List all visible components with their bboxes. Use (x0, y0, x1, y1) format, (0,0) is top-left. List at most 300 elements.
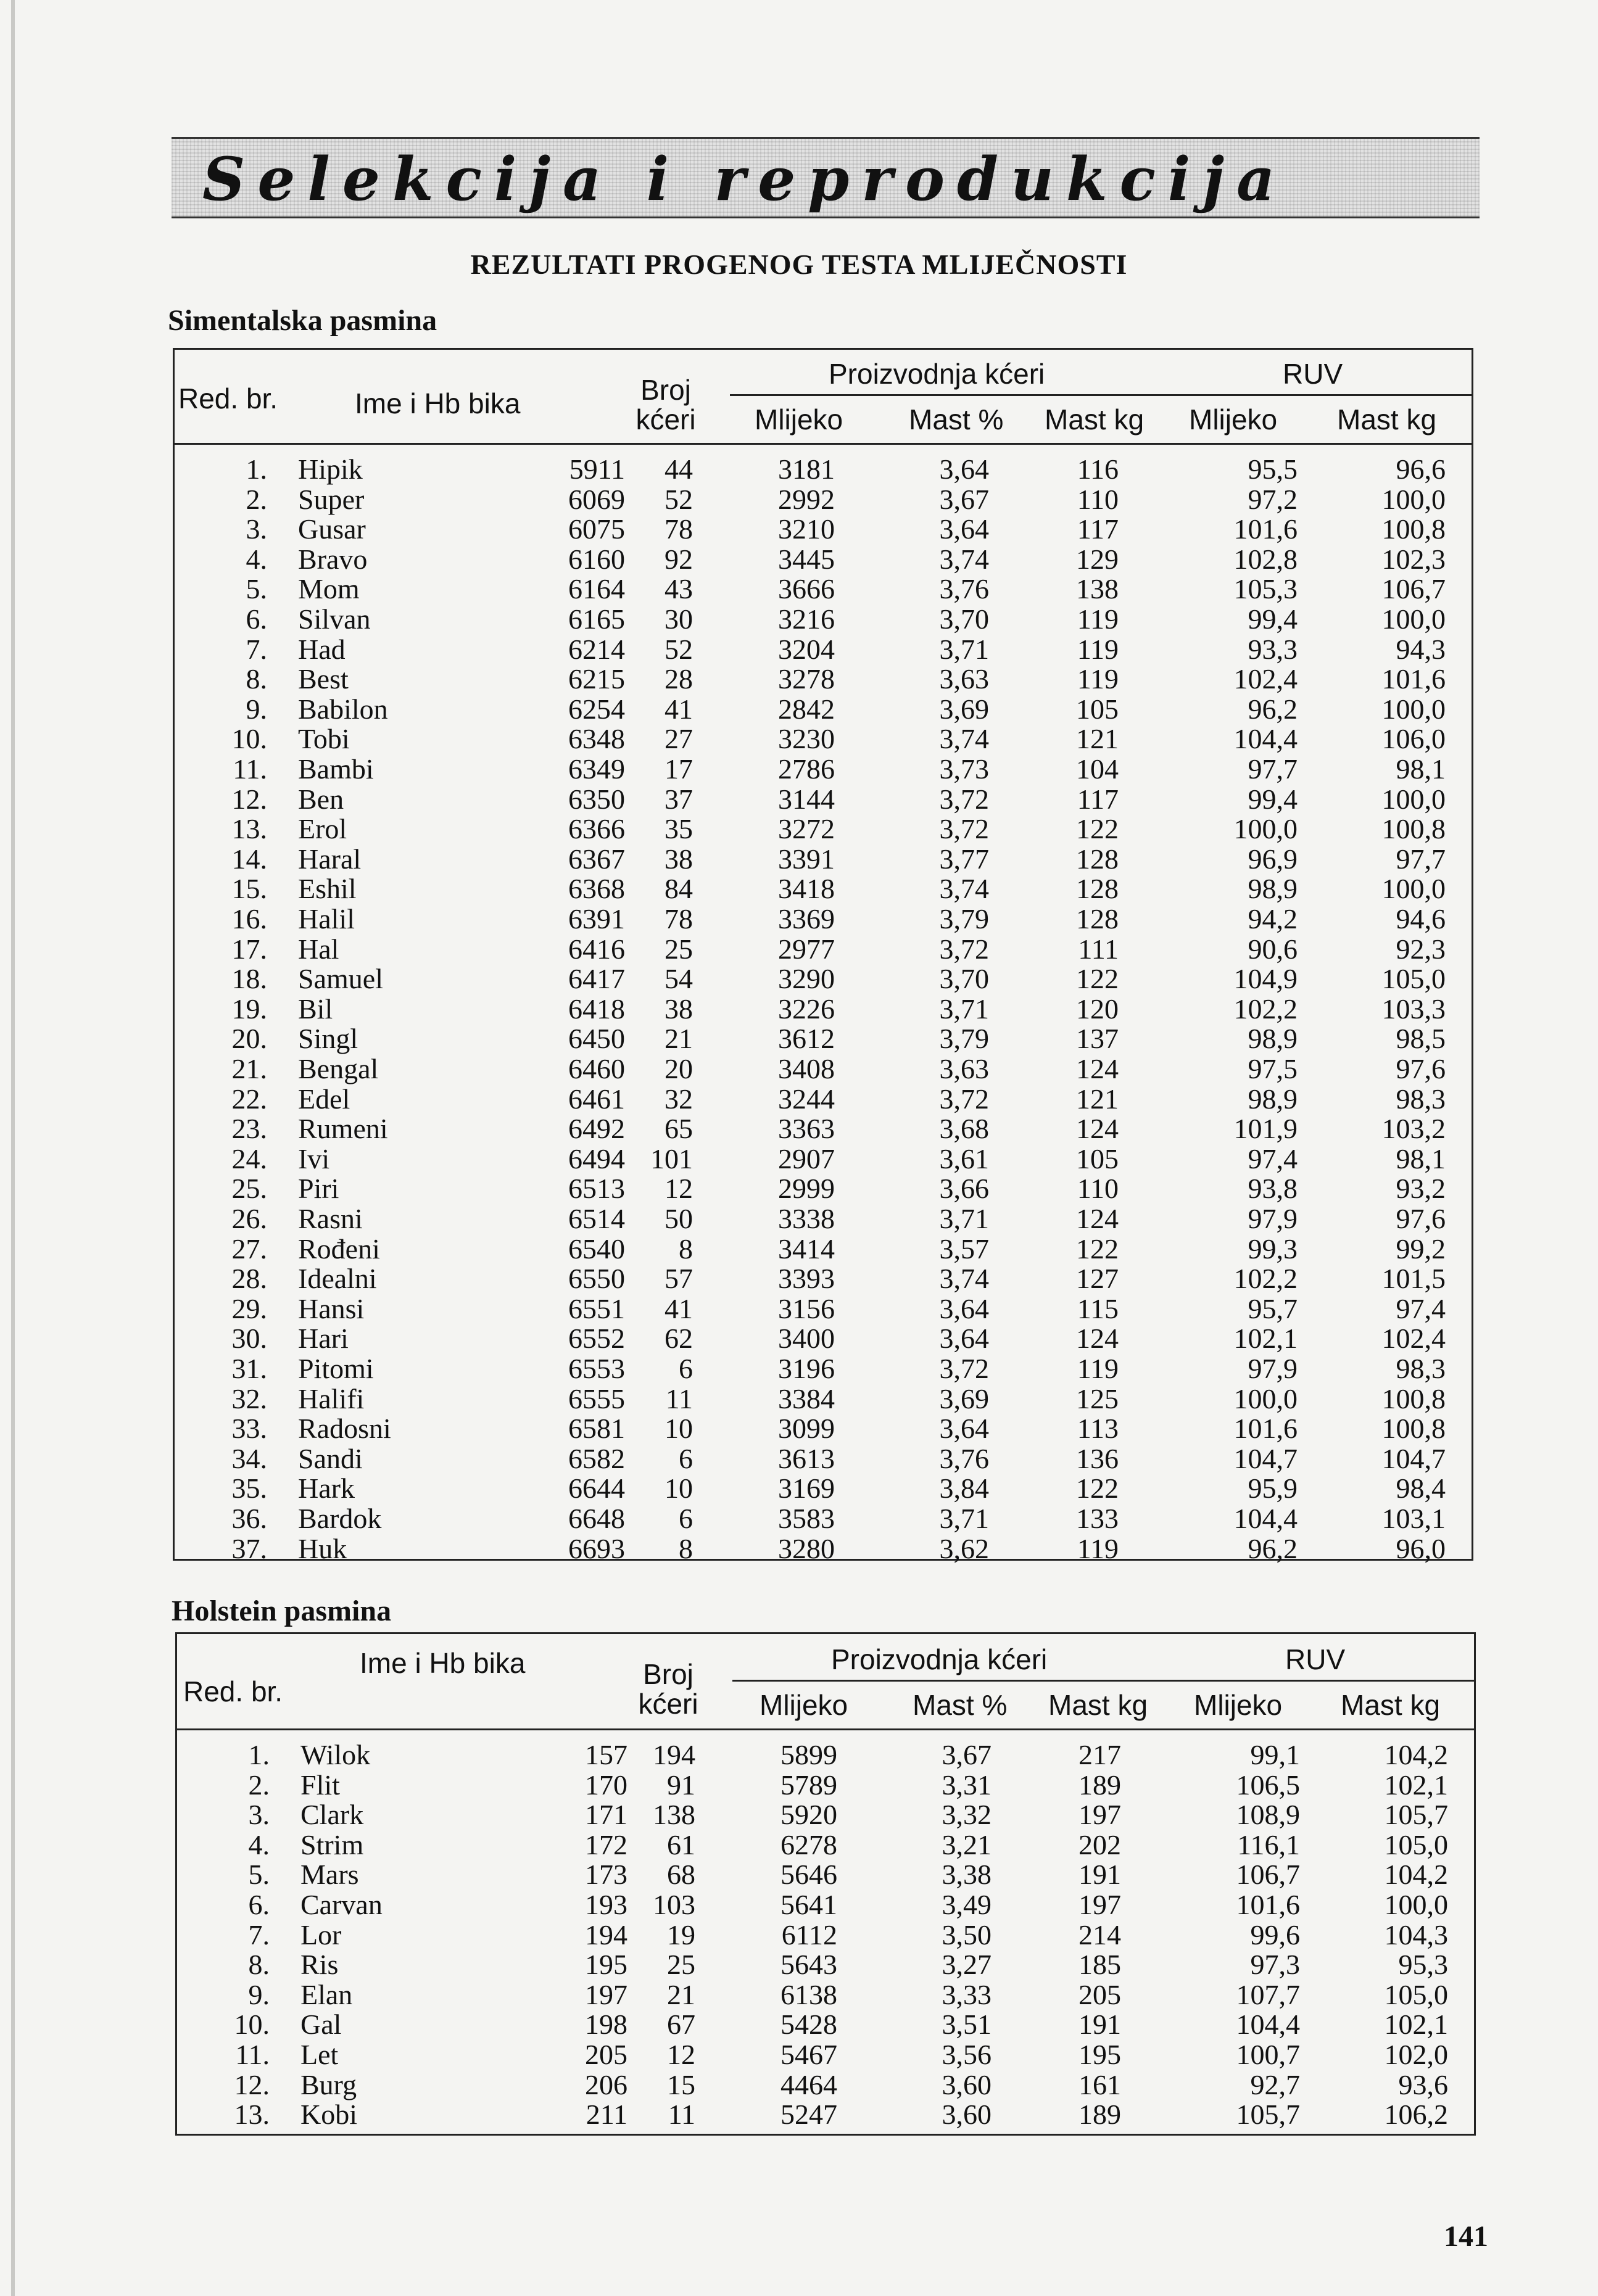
bull-name: Kobi (300, 2099, 357, 2131)
bull-name: Edel (298, 1083, 350, 1115)
row-number: 31. (231, 1353, 267, 1384)
fat-percent: 3,56 (942, 2039, 992, 2070)
col-ruv: RUV (1285, 1643, 1346, 1675)
milk-kg: 3181 (778, 453, 835, 485)
main-title: REZULTATI PROGENOG TESTA MLIJEČNOSTI (470, 249, 1128, 280)
col-proizvodnja: Proizvodnja kćeri (831, 1643, 1048, 1675)
hb-number: 6581 (568, 1413, 625, 1445)
daughters-count: 6 (679, 1353, 693, 1384)
ruv-fat-kg: 98,4 (1396, 1472, 1446, 1505)
hb-number: 6492 (568, 1113, 625, 1145)
daughters-count: 25 (664, 933, 693, 965)
fat-percent: 3,66 (939, 1173, 989, 1205)
row-number: 9. (246, 693, 267, 725)
ruv-milk: 92,7 (1250, 2068, 1300, 2100)
ruv-fat-kg: 105,0 (1384, 1978, 1448, 2010)
fat-kg: 128 (1076, 843, 1119, 875)
daughters-count: 8 (679, 1532, 693, 1564)
simental-table-header (175, 350, 1472, 445)
ruv-milk: 95,5 (1248, 453, 1298, 485)
bull-name: Bil (298, 993, 333, 1025)
table-row (175, 724, 1472, 754)
ruv-milk: 93,8 (1248, 1173, 1298, 1205)
row-number: 10. (231, 723, 267, 755)
daughters-count: 41 (664, 693, 693, 725)
row-number: 3. (246, 513, 267, 545)
row-number: 11. (233, 753, 267, 785)
fat-percent: 3,31 (942, 1769, 992, 1801)
hb-number: 6582 (568, 1442, 625, 1474)
ruv-milk: 93,3 (1248, 633, 1298, 665)
ruv-fat-kg: 100,0 (1381, 693, 1446, 725)
milk-kg: 3338 (778, 1203, 835, 1234)
ruv-milk: 98,9 (1248, 1023, 1298, 1055)
col-broj: Broj (640, 374, 691, 406)
table-row (175, 1144, 1472, 1174)
table-row (175, 1414, 1472, 1443)
fat-kg: 117 (1077, 513, 1119, 545)
daughters-count: 52 (664, 483, 693, 515)
ruv-fat-kg: 93,6 (1398, 2068, 1448, 2100)
table-row (175, 455, 1472, 484)
row-number: 25. (231, 1173, 267, 1205)
hb-number: 5911 (569, 453, 625, 485)
fat-kg: 217 (1078, 1739, 1121, 1770)
fat-percent: 3,74 (939, 723, 989, 755)
bull-name: Rumeni (298, 1113, 388, 1145)
fat-kg: 116 (1077, 453, 1119, 485)
milk-kg: 5899 (780, 1739, 837, 1770)
milk-kg: 3226 (778, 993, 835, 1025)
bull-name: Radosni (298, 1413, 391, 1445)
fat-kg: 125 (1076, 1382, 1119, 1414)
daughters-count: 37 (664, 783, 693, 815)
col-red-br: Red. br. (178, 382, 278, 415)
milk-kg: 3169 (778, 1472, 835, 1505)
ruv-fat-kg: 98,3 (1396, 1353, 1446, 1384)
bull-name: Pitomi (298, 1353, 374, 1384)
daughters-count: 38 (664, 993, 693, 1025)
hb-number: 6494 (568, 1142, 625, 1175)
hb-number: 206 (585, 2068, 627, 2100)
daughters-count: 62 (664, 1323, 693, 1355)
milk-kg: 5428 (780, 2009, 837, 2041)
ruv-milk: 100,0 (1233, 813, 1298, 845)
hb-number: 6552 (568, 1323, 625, 1355)
row-number: 19. (231, 993, 267, 1025)
ruv-milk: 99,1 (1250, 1739, 1300, 1770)
ruv-fat-kg: 96,0 (1396, 1532, 1446, 1564)
fat-kg: 117 (1077, 783, 1119, 815)
daughters-count: 138 (653, 1799, 695, 1831)
hb-number: 205 (585, 2039, 627, 2070)
row-number: 4. (246, 543, 267, 575)
fat-percent: 3,62 (939, 1532, 989, 1564)
col-ime: Ime i Hb bika (360, 1647, 526, 1679)
fat-kg: 119 (1077, 633, 1119, 665)
milk-kg: 2907 (778, 1142, 835, 1175)
table-row (175, 695, 1472, 724)
bull-name: Tobi (298, 723, 350, 755)
fat-kg: 202 (1078, 1828, 1121, 1860)
table-row (177, 1860, 1474, 1889)
ruv-fat-kg: 100,8 (1381, 513, 1446, 545)
ruv-milk: 102,1 (1233, 1323, 1298, 1355)
ruv-fat-kg: 94,6 (1396, 903, 1446, 935)
table-row (175, 785, 1472, 814)
ruv-milk: 96,9 (1248, 843, 1298, 875)
row-number: 23. (231, 1113, 267, 1145)
holstein-table (175, 1632, 1476, 2136)
fat-percent: 3,74 (939, 873, 989, 905)
ruv-milk: 97,7 (1248, 753, 1298, 785)
row-number: 6. (246, 603, 267, 635)
milk-kg: 3391 (778, 843, 835, 875)
fat-kg: 197 (1078, 1889, 1121, 1920)
row-number: 10. (234, 2009, 270, 2041)
table-row (175, 1384, 1472, 1414)
fat-kg: 122 (1076, 1472, 1119, 1505)
table-row (175, 1024, 1472, 1054)
hb-number: 6418 (568, 993, 625, 1025)
fat-kg: 110 (1077, 1173, 1119, 1205)
holstein-label: Holstein pasmina (172, 1595, 392, 1627)
milk-kg: 6278 (780, 1828, 837, 1860)
ruv-fat-kg: 105,0 (1384, 1828, 1448, 1860)
fat-percent: 3,70 (939, 963, 989, 995)
bull-name: Had (298, 633, 346, 665)
bull-name: Eshil (298, 873, 357, 905)
ruv-milk: 105,3 (1233, 573, 1298, 605)
bull-name: Bravo (298, 543, 368, 575)
page-number: 141 (1444, 2220, 1488, 2253)
ruv-fat-kg: 100,0 (1381, 873, 1446, 905)
daughters-count: 10 (664, 1472, 693, 1505)
fat-kg: 115 (1077, 1292, 1119, 1324)
row-number: 2. (246, 483, 267, 515)
fat-kg: 197 (1078, 1799, 1121, 1831)
bull-name: Bengal (298, 1053, 379, 1084)
hb-number: 194 (585, 1918, 627, 1951)
fat-kg: 120 (1076, 993, 1119, 1025)
bull-name: Bambi (298, 753, 374, 785)
bull-name: Rođeni (298, 1233, 380, 1265)
ruv-fat-kg: 97,4 (1396, 1292, 1446, 1324)
ruv-milk: 97,4 (1248, 1142, 1298, 1175)
ruv-milk: 100,0 (1233, 1382, 1298, 1414)
table-row (175, 935, 1472, 964)
ruv-milk: 102,2 (1233, 1263, 1298, 1295)
fat-percent: 3,74 (939, 543, 989, 575)
daughters-count: 32 (664, 1083, 693, 1115)
bull-name: Halil (298, 903, 355, 935)
row-number: 27. (231, 1233, 267, 1265)
row-number: 8. (248, 1949, 270, 1981)
daughters-count: 44 (664, 453, 693, 485)
ruv-fat-kg: 97,6 (1396, 1203, 1446, 1234)
fat-percent: 3,21 (942, 1828, 992, 1860)
fat-percent: 3,72 (939, 1083, 989, 1115)
header-divider (732, 1680, 1474, 1682)
table-row (175, 545, 1472, 574)
row-number: 18. (231, 963, 267, 995)
ruv-fat-kg: 98,5 (1396, 1023, 1446, 1055)
fat-kg: 119 (1077, 603, 1119, 635)
table-row (177, 1740, 1474, 1770)
ruv-milk: 99,4 (1248, 603, 1298, 635)
hb-number: 211 (586, 2099, 627, 2131)
ruv-milk: 98,9 (1248, 1083, 1298, 1115)
row-number: 26. (231, 1203, 267, 1234)
fat-percent: 3,71 (939, 1503, 989, 1534)
ruv-milk: 106,7 (1236, 1859, 1300, 1891)
hb-number: 6553 (568, 1353, 625, 1384)
ruv-milk: 106,5 (1236, 1769, 1300, 1801)
bull-name: Super (298, 483, 365, 515)
fat-kg: 189 (1078, 2099, 1121, 2131)
hb-number: 172 (585, 1828, 627, 1860)
milk-kg: 5247 (780, 2099, 837, 2131)
daughters-count: 12 (664, 1173, 693, 1205)
row-number: 6. (248, 1889, 270, 1920)
hb-number: 6460 (568, 1053, 625, 1084)
fat-percent: 3,72 (939, 933, 989, 965)
fat-kg: 195 (1078, 2039, 1121, 2070)
ruv-milk: 99,6 (1250, 1918, 1300, 1951)
ruv-fat-kg: 104,2 (1384, 1739, 1448, 1770)
bull-name: Erol (298, 813, 347, 845)
daughters-count: 17 (664, 753, 693, 785)
fat-kg: 122 (1076, 963, 1119, 995)
bull-name: Hari (298, 1323, 349, 1355)
col-mast-kg: Mast kg (1045, 403, 1145, 436)
fat-percent: 3,63 (939, 1053, 989, 1084)
daughters-count: 6 (679, 1442, 693, 1474)
page-edge (11, 0, 15, 2296)
table-row (175, 1114, 1472, 1144)
bull-name: Strim (300, 1828, 364, 1860)
row-number: 4. (248, 1828, 270, 1860)
fat-kg: 122 (1076, 813, 1119, 845)
bull-name: Samuel (298, 963, 383, 995)
ruv-milk: 99,3 (1248, 1233, 1298, 1265)
fat-kg: 214 (1078, 1918, 1121, 1951)
ruv-milk: 100,7 (1236, 2039, 1300, 2070)
ruv-fat-kg: 106,0 (1381, 723, 1446, 755)
row-number: 32. (231, 1382, 267, 1414)
bull-name: Rasni (298, 1203, 363, 1234)
simental-label: Simentalska pasmina (168, 304, 437, 337)
ruv-fat-kg: 101,5 (1381, 1263, 1446, 1295)
bull-name: Ris (300, 1949, 339, 1981)
ruv-milk: 95,9 (1248, 1472, 1298, 1505)
fat-percent: 3,71 (939, 633, 989, 665)
bull-name: Carvan (300, 1889, 383, 1920)
milk-kg: 3272 (778, 813, 835, 845)
fat-percent: 3,33 (942, 1978, 992, 2010)
milk-kg: 3280 (778, 1532, 835, 1564)
bull-name: Haral (298, 843, 362, 875)
col-kceri: kćeri (635, 403, 696, 436)
bull-name: Gusar (298, 513, 366, 545)
col-mast-pct: Mast % (913, 1689, 1008, 1721)
hb-number: 6513 (568, 1173, 625, 1205)
fat-percent: 3,71 (939, 1203, 989, 1234)
col-mlijeko: Mlijeko (755, 403, 843, 436)
table-row (175, 1174, 1472, 1204)
fat-percent: 3,72 (939, 813, 989, 845)
hb-number: 6514 (568, 1203, 625, 1234)
col-ruv: RUV (1283, 358, 1343, 390)
daughters-count: 27 (664, 723, 693, 755)
table-row (175, 485, 1472, 514)
fat-percent: 3,79 (939, 903, 989, 935)
ruv-milk: 101,9 (1233, 1113, 1298, 1145)
fat-percent: 3,77 (939, 843, 989, 875)
ruv-fat-kg: 94,3 (1396, 633, 1446, 665)
milk-kg: 5467 (780, 2039, 837, 2070)
ruv-fat-kg: 105,0 (1381, 963, 1446, 995)
bull-name: Flit (300, 1769, 340, 1801)
fat-kg: 185 (1078, 1949, 1121, 1981)
table-row (175, 1204, 1472, 1234)
milk-kg: 3216 (778, 603, 835, 635)
bull-name: Ben (298, 783, 344, 815)
fat-percent: 3,50 (942, 1918, 992, 1951)
milk-kg: 3278 (778, 663, 835, 695)
hb-number: 6551 (568, 1292, 625, 1324)
ruv-fat-kg: 98,1 (1396, 1142, 1446, 1175)
fat-kg: 128 (1076, 873, 1119, 905)
daughters-count: 28 (664, 663, 693, 695)
daughters-count: 11 (668, 2099, 695, 2131)
milk-kg: 5643 (780, 1949, 837, 1981)
bull-name: Babilon (298, 693, 388, 725)
daughters-count: 78 (664, 903, 693, 935)
milk-kg: 3393 (778, 1263, 835, 1295)
col-ime: Ime i Hb bika (355, 387, 521, 419)
fat-kg: 105 (1076, 1142, 1119, 1175)
bull-name: Hark (298, 1472, 355, 1505)
daughters-count: 12 (667, 2039, 695, 2070)
ruv-fat-kg: 93,2 (1396, 1173, 1446, 1205)
row-number: 29. (231, 1292, 267, 1324)
daughters-count: 52 (664, 633, 693, 665)
fat-percent: 3,51 (942, 2009, 992, 2041)
header-divider (730, 394, 1472, 396)
bull-name: Sandi (298, 1442, 363, 1474)
fat-percent: 3,57 (939, 1233, 989, 1265)
fat-kg: 161 (1078, 2068, 1121, 2100)
hb-number: 6215 (568, 663, 625, 695)
milk-kg: 5920 (780, 1799, 837, 1831)
ruv-milk: 97,9 (1248, 1203, 1298, 1234)
hb-number: 198 (585, 2009, 627, 2041)
row-number: 5. (248, 1859, 270, 1891)
bull-name: Silvan (298, 603, 371, 635)
table-row (177, 1890, 1474, 1920)
fat-percent: 3,67 (942, 1739, 992, 1770)
chapter-title: Selekcija i reprodukcija (202, 144, 1288, 214)
milk-kg: 4464 (780, 2068, 837, 2100)
bull-name: Hipik (298, 453, 363, 485)
row-number: 37. (231, 1532, 267, 1564)
table-row (175, 994, 1472, 1024)
fat-percent: 3,64 (939, 453, 989, 485)
col-ruv-mlijeko: Mlijeko (1194, 1689, 1283, 1721)
hb-number: 6367 (568, 843, 625, 875)
fat-percent: 3,84 (939, 1472, 989, 1505)
daughters-count: 61 (667, 1828, 695, 1860)
milk-kg: 3363 (778, 1113, 835, 1145)
row-number: 13. (231, 813, 267, 845)
hb-number: 6368 (568, 873, 625, 905)
fat-kg: 124 (1076, 1203, 1119, 1234)
milk-kg: 3583 (778, 1503, 835, 1534)
table-row (175, 1504, 1472, 1534)
row-number: 21. (231, 1053, 267, 1084)
row-number: 36. (231, 1503, 267, 1534)
fat-kg: 124 (1076, 1113, 1119, 1145)
fat-kg: 105 (1076, 693, 1119, 725)
ruv-milk: 96,2 (1248, 693, 1298, 725)
milk-kg: 3210 (778, 513, 835, 545)
hb-number: 6165 (568, 603, 625, 635)
bull-name: Hal (298, 933, 339, 965)
milk-kg: 3099 (778, 1413, 835, 1445)
fat-kg: 104 (1076, 753, 1119, 785)
bull-name: Huk (298, 1532, 347, 1564)
daughters-count: 101 (650, 1142, 693, 1175)
ruv-milk: 97,5 (1248, 1053, 1298, 1084)
ruv-fat-kg: 100,8 (1381, 1413, 1446, 1445)
table-row (175, 635, 1472, 664)
hb-number: 171 (585, 1799, 627, 1831)
ruv-fat-kg: 100,8 (1381, 1382, 1446, 1414)
hb-number: 193 (585, 1889, 627, 1920)
ruv-milk: 102,4 (1233, 663, 1298, 695)
ruv-milk: 98,9 (1248, 873, 1298, 905)
fat-percent: 3,73 (939, 753, 989, 785)
milk-kg: 6138 (780, 1978, 837, 2010)
col-red-br: Red. br. (183, 1675, 283, 1708)
daughters-count: 21 (664, 1023, 693, 1055)
row-number: 8. (246, 663, 267, 695)
ruv-milk: 105,7 (1236, 2099, 1300, 2131)
fat-percent: 3,70 (939, 603, 989, 635)
ruv-fat-kg: 104,7 (1381, 1442, 1446, 1474)
bull-name: Let (300, 2039, 339, 2070)
hb-number: 6461 (568, 1083, 625, 1115)
table-row (175, 1474, 1472, 1503)
row-number: 35. (231, 1472, 267, 1505)
row-number: 20. (231, 1023, 267, 1055)
hb-number: 6348 (568, 723, 625, 755)
ruv-fat-kg: 100,8 (1381, 813, 1446, 845)
table-row (175, 664, 1472, 694)
bull-name: Idealni (298, 1263, 377, 1295)
table-row (175, 1084, 1472, 1114)
hb-number: 157 (585, 1739, 627, 1770)
row-number: 34. (231, 1442, 267, 1474)
hb-number: 6416 (568, 933, 625, 965)
ruv-fat-kg: 100,0 (1381, 783, 1446, 815)
fat-percent: 3,79 (939, 1023, 989, 1055)
ruv-fat-kg: 103,3 (1381, 993, 1446, 1025)
ruv-milk: 116,1 (1237, 1828, 1300, 1860)
ruv-milk: 95,7 (1248, 1292, 1298, 1324)
ruv-milk: 104,9 (1233, 963, 1298, 995)
